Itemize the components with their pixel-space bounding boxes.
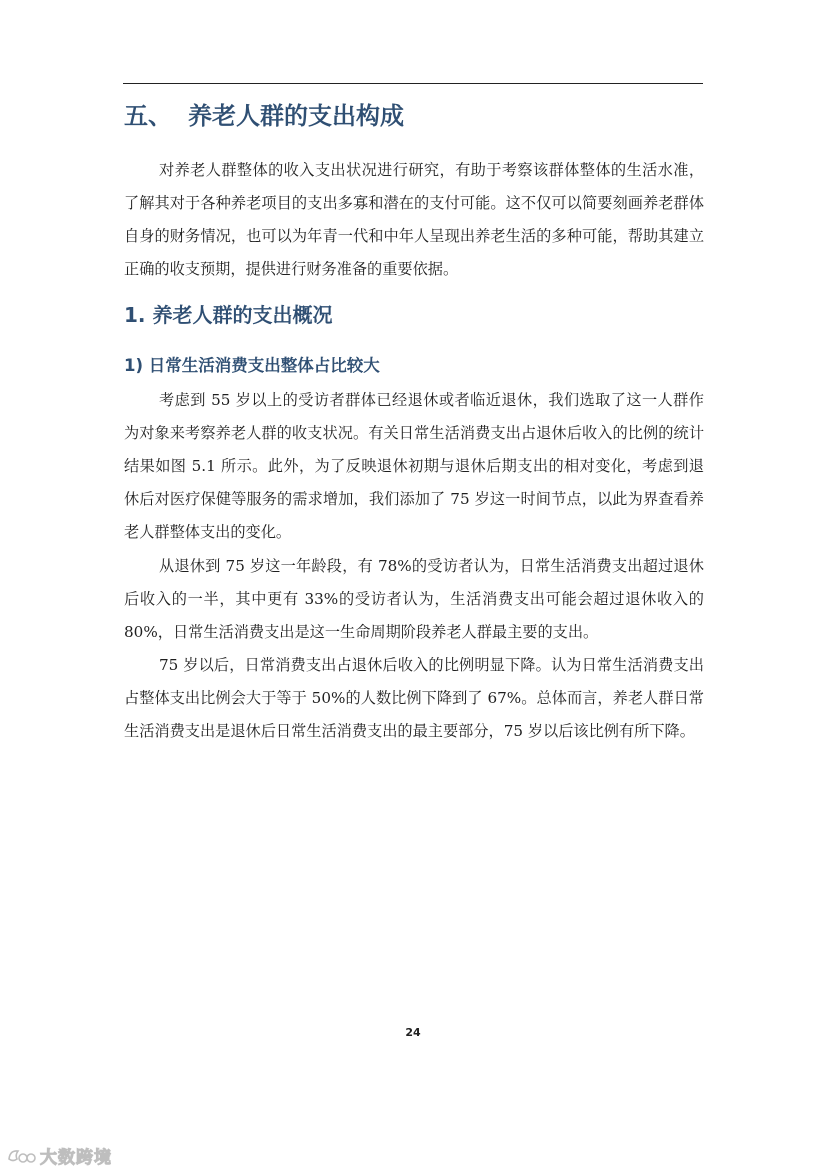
page-number: 24 — [405, 1026, 421, 1039]
section-title-text: 养老人群的支出构成 — [188, 102, 404, 130]
paragraph-retirement-scope: 考虑到 55 岁以上的受访者群体已经退休或者临近退休，我们选取了这一人群作为对象来考察养老人群的收支状况。有关日常生活消费支出占退休后收入的比例的统计结果如图 5.1 所示。此外，为了反映退休初期与退休后期支出的相对变化，考虑到退休后对医疗保健等服务的需求增加，我们添加了 75 岁这一时间节点，以此为界查看养老人群整体支出的变化。 — [124, 391, 704, 541]
section-title — [124, 96, 404, 136]
paragraph-before-75: 从退休到 75 岁这一年龄段，有 78%的受访者认为，日常生活消费支出超过退休后收入的一半，其中更有 33%的受访者认为，生活消费支出可能会超过退休收入的 80%，日常生活消费支出是这一生命周期阶段养老人群最主要的支出。 — [124, 557, 704, 641]
paragraph-after-75: 75 岁以后，日常消费支出占退休后收入的比例明显下降。认为日常生活消费支出占整体支出比例会大于等于 50%的人数比例下降到了 67%。总体而言，养老人群日常生活消费支出是退休后日常生活消费支出的最主要部分，75 岁以后该比例有所下降。 — [124, 656, 704, 740]
intro-paragraph: 对养老人群整体的收入支出状况进行研究，有助于考察该群体整体的生活水准，了解其对于各种养老项目的支出多寡和潜在的支付可能。这不仅可以简要刻画养老群体自身的财务情况，也可以为年青一代和中年人呈现出养老生活的多种可能，帮助其建立正确的收支预期，提供进行财务准备的重要依据。 — [124, 161, 704, 278]
subsection-title: 1. 养老人群的支出概况 — [124, 303, 333, 327]
header-rule — [123, 83, 703, 84]
watermark — [6, 1143, 112, 1168]
brand-logo-icon — [6, 1146, 36, 1166]
watermark-text: 大数跨境 — [40, 1148, 112, 1168]
section-number: 五、 — [124, 102, 172, 130]
subsubsection-title: 1) 日常生活消费支出整体占比较大 — [124, 356, 380, 375]
